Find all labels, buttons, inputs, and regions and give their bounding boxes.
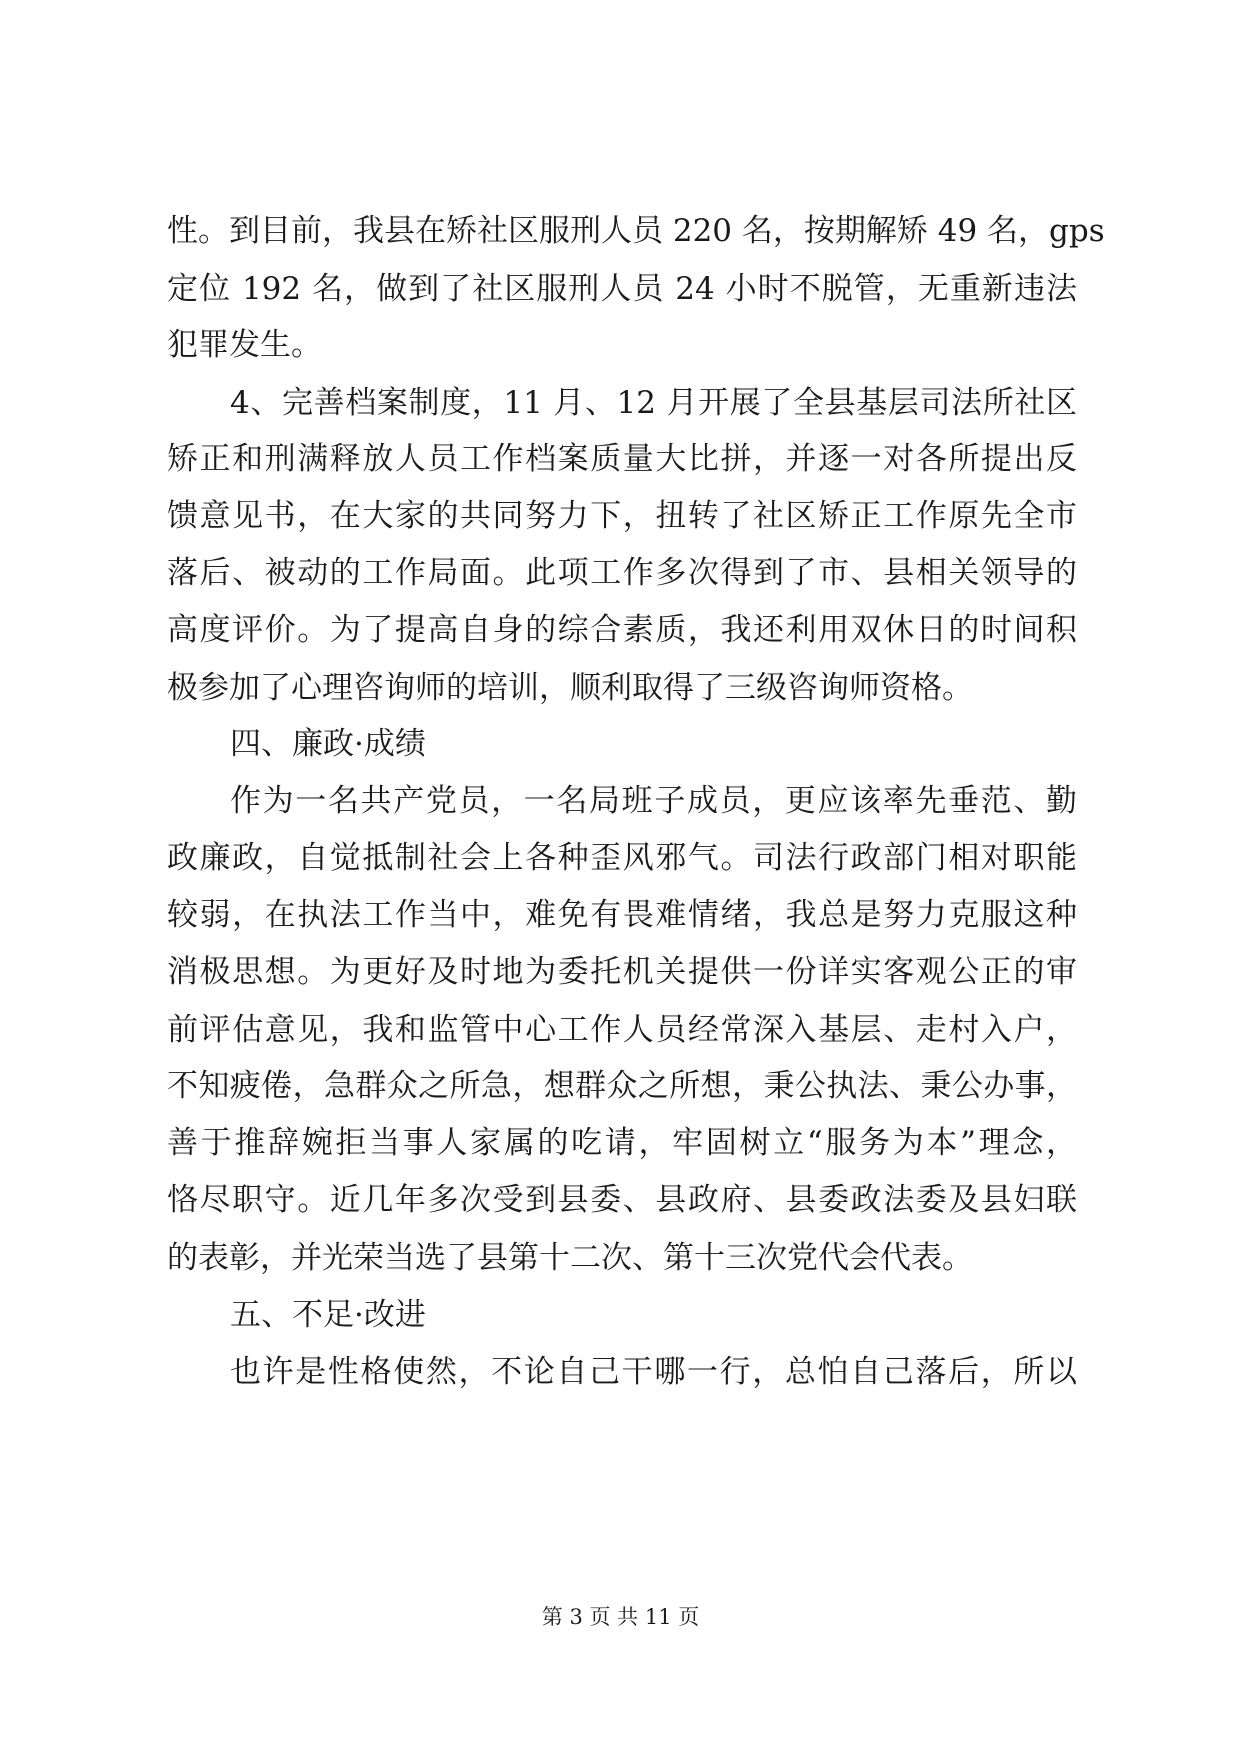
body-text-line: 消极思想。为更好及时地为委托机关提供一份详实客观公正的审 [167, 954, 1077, 990]
section-heading: 五、不足·改进 [230, 1297, 426, 1333]
body-text-line: 善于推辞婉拒当事人家属的吃请，牢固树立“服务为本”理念， [167, 1125, 1077, 1161]
body-text-line: 落后、被动的工作局面。此项工作多次得到了市、县相关领导的 [167, 555, 1077, 591]
body-text-line: 作为一名共产党员，一名局班子成员，更应该率先垂范、勤 [230, 783, 1077, 819]
body-text-line: 前评估意见，我和监管中心工作人员经常深入基层、走村入户， [167, 1012, 1077, 1048]
body-text-line: 不知疲倦，急群众之所急，想群众之所想，秉公执法、秉公办事， [167, 1068, 1077, 1104]
body-text-line: 恪尽职守。近几年多次受到县委、县政府、县委政法委及县妇联 [167, 1182, 1077, 1218]
body-text-line: 性。到目前，我县在矫社区服刑人员 220 名，按期解矫 49 名，gps [167, 213, 1105, 249]
body-text-line: 高度评价。为了提高自身的综合素质，我还利用双休日的时间积 [167, 612, 1077, 648]
body-text-line: 的表彰，并光荣当选了县第十二次、第十三次党代会代表。 [167, 1240, 973, 1276]
body-text-line: 极参加了心理咨询师的培训，顺利取得了三级咨询师资格。 [167, 670, 973, 706]
body-text-line: 4、完善档案制度，11 月、12 月开展了全县基层司法所社区 [230, 385, 1077, 421]
body-text-line: 矫正和刑满释放人员工作档案质量大比拼，并逐一对各所提出反 [167, 441, 1077, 477]
section-heading: 四、廉政·成绩 [230, 726, 426, 762]
body-text-line: 政廉政，自觉抵制社会上各种歪风邪气。司法行政部门相对职能 [167, 840, 1077, 876]
body-text-line: 较弱，在执法工作当中，难免有畏难情绪，我总是努力克服这种 [167, 897, 1077, 933]
page-number-footer: 第 3 页 共 11 页 [541, 1605, 700, 1629]
body-text-line: 也许是性格使然，不论自己干哪一行，总怕自己落后，所以 [230, 1354, 1077, 1390]
body-text-line: 犯罪发生。 [167, 327, 322, 363]
body-text-line: 馈意见书，在大家的共同努力下，扭转了社区矫正工作原先全市 [167, 498, 1077, 534]
body-text-line: 定位 192 名，做到了社区服刑人员 24 小时不脱管，无重新违法 [167, 271, 1077, 307]
